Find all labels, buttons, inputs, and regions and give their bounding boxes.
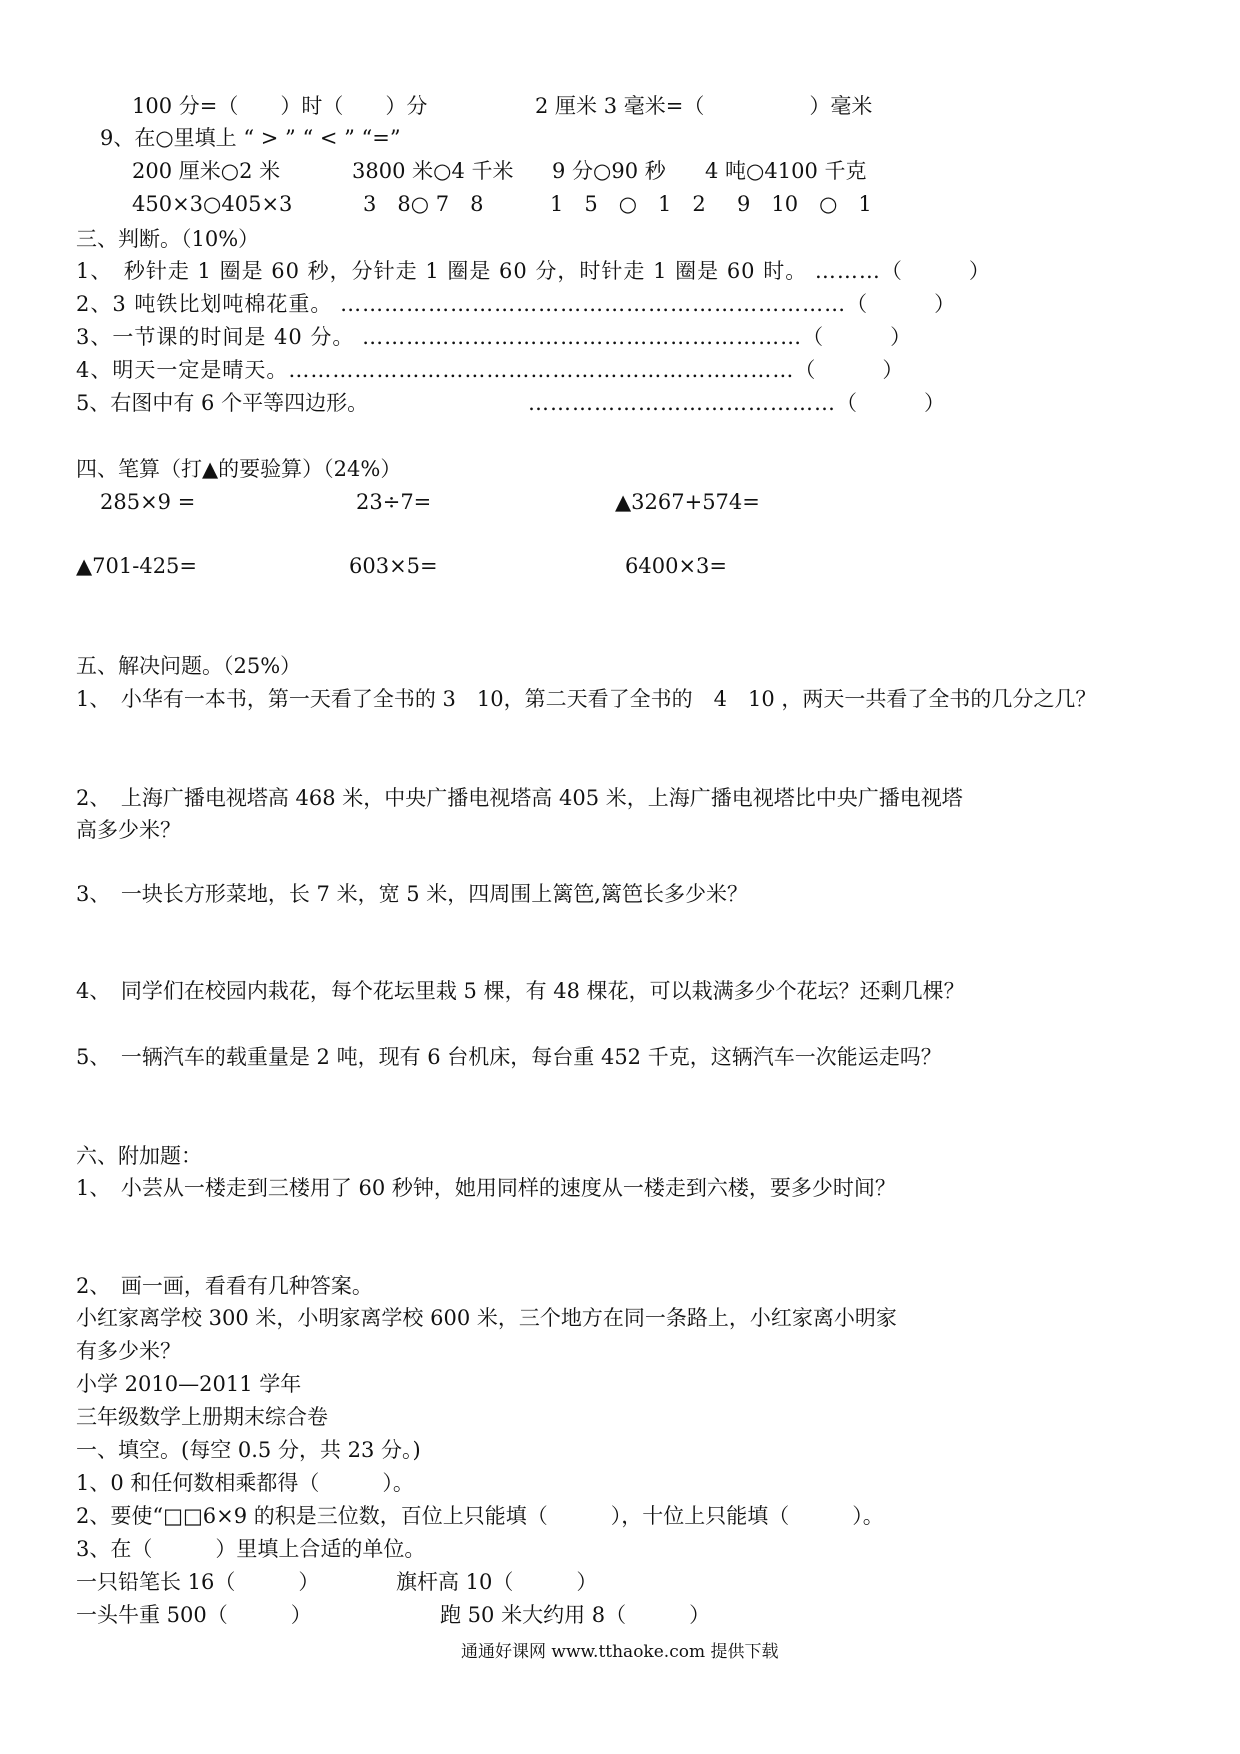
compare-item: 4 吨○4100 千克: [705, 159, 867, 183]
problem-1: 1、 小华有一本书，第一天看了全书的 3 10，第二天看了全书的 4 10 ，两天一共看了全书的几分之几？: [76, 687, 1097, 711]
judge-item-dots: ……………………………………（ ）: [528, 391, 946, 415]
calc-item: 285×9 =: [100, 490, 196, 514]
compare-item: 3800 米○4 千米: [352, 159, 514, 183]
unit-item: 一头牛重 500（ ）: [76, 1603, 312, 1627]
unit-item: 跑 50 米大约用 8（ ）: [440, 1603, 711, 1627]
fill-line-time: 100 分=（ ）时（ ）分: [132, 94, 428, 118]
school-year: 小学 2010—2011 学年: [76, 1372, 302, 1396]
compare-item: 9 10 ○ 1: [737, 192, 872, 216]
calc-item: 23÷7=: [356, 490, 432, 514]
bonus-2: 2、 画一画，看看有几种答案。: [76, 1274, 373, 1298]
section-6-heading: 六、附加题：: [76, 1144, 202, 1168]
section-1-heading: 一、填空。(每空 0.5 分，共 23 分。): [76, 1438, 421, 1462]
calc-item: 603×5=: [349, 554, 438, 578]
problem-2: 2、 上海广播电视塔高 468 米，中央广播电视塔高 405 米，上海广播电视塔比中央广播电视塔: [76, 786, 963, 810]
unit-item: 一只铅笔长 16（ ）: [76, 1570, 320, 1594]
fill-item-2: 2、要使“□□6×9 的积是三位数，百位上只能填（ ），十位上只能填（ ）。: [76, 1504, 884, 1528]
compare-item: 200 厘米○2 米: [132, 159, 281, 183]
fill-item-3: 3、在（ ）里填上合适的单位。: [76, 1537, 426, 1561]
compare-item: 3 8○ 7 8: [363, 192, 484, 216]
problem-2-cont: 高多少米？: [76, 818, 181, 842]
section-3-heading: 三、判断。（10%）: [76, 227, 260, 251]
question-9-title: 9、在○里填上 “ > ” “ < ” “=”: [100, 126, 401, 150]
judge-item: 2、3 吨铁比划吨棉花重。 ……………………………………………………………（ ）: [76, 292, 957, 316]
exam-title: 三年级数学上册期末综合卷: [76, 1405, 328, 1429]
compare-item: 1 5 ○ 1 2: [550, 192, 706, 216]
footer-source: 通通好课网 www.tthaoke.com 提供下载: [461, 1642, 779, 1662]
problem-3: 3、 一块长方形菜地，长 7 米，宽 5 米，四周围上篱笆,篱笆长多少米？: [76, 882, 748, 906]
fill-item-1: 1、0 和任何数相乘都得（ ）。: [76, 1471, 414, 1495]
fill-line-length: 2 厘米 3 毫米=（ ）毫米: [535, 94, 873, 118]
calc-item: ▲701-425=: [76, 554, 198, 578]
calc-item: 6400×3=: [625, 554, 727, 578]
compare-item: 9 分○90 秒: [552, 159, 666, 183]
section-5-heading: 五、解决问题。（25%）: [76, 654, 302, 678]
bonus-2-text-cont: 有多少米？: [76, 1339, 181, 1363]
compare-item: 450×3○405×3: [132, 192, 293, 216]
problem-5: 5、 一辆汽车的载重量是 2 吨，现有 6 台机床，每台重 452 千克，这辆汽车一次能运走吗？: [76, 1045, 942, 1069]
section-4-heading: 四、笔算（打▲的要验算）（24%）: [76, 457, 402, 481]
unit-item: 旗杆高 10（ ）: [396, 1570, 598, 1594]
judge-item: 5、右图中有 6 个平等四边形。: [76, 391, 369, 415]
calc-item: ▲3267+574=: [615, 490, 760, 514]
problem-4: 4、 同学们在校园内栽花，每个花坛里栽 5 棵，有 48 棵花，可以栽满多少个花坛？还剩几棵？: [76, 979, 965, 1003]
judge-item: 4、明天一定是晴天。……………………………………………………………（ ）: [76, 358, 905, 382]
bonus-2-text: 小红家离学校 300 米，小明家离学校 600 米，三个地方在同一条路上，小红家离小明家: [76, 1306, 897, 1330]
bonus-1: 1、 小芸从一楼走到三楼用了 60 秒钟，她用同样的速度从一楼走到六楼，要多少时间？: [76, 1176, 896, 1200]
judge-item: 1、 秒针走 1 圈是 60 秒，分针走 1 圈是 60 分，时针走 1 圈是 60 时。 ………（ ）: [76, 259, 991, 283]
judge-item: 3、一节课的时间是 40 分。 ……………………………………………………（ ）: [76, 325, 913, 349]
